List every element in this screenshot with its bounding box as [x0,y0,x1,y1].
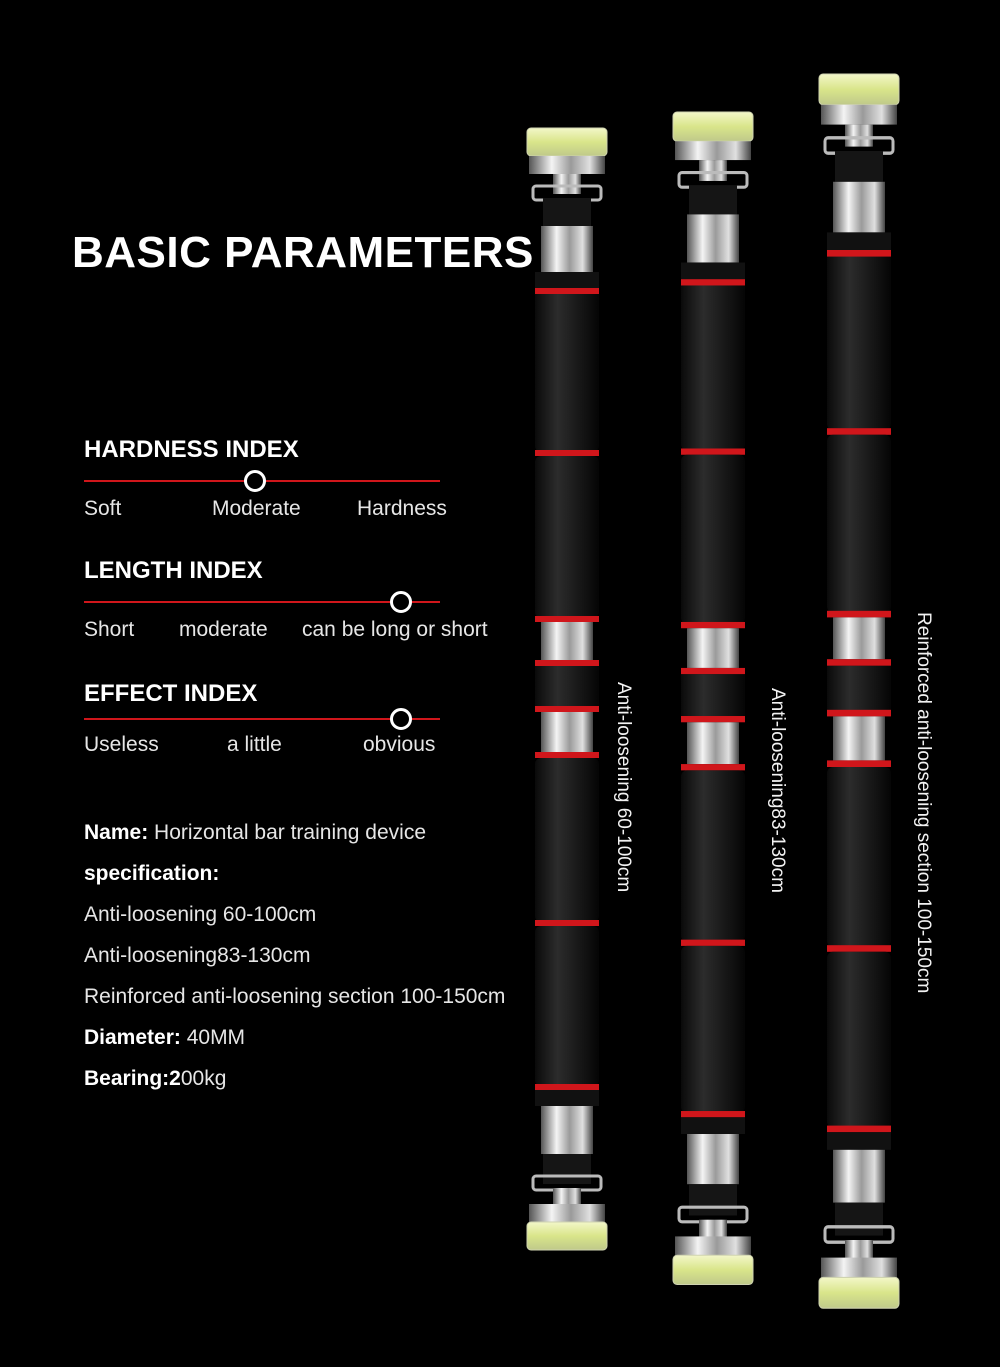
spec-item: Anti-loosening 60-100cm [84,903,317,926]
spec-item: Anti-loosening83-130cm [84,944,311,967]
bar-label-100-150: Reinforced anti-loosening section 100-150cm [913,612,934,994]
hardness-index-title: HARDNESS INDEX [84,436,299,463]
hardness-option-moderate: Moderate [212,497,301,520]
length-index-title: LENGTH INDEX [84,557,263,584]
spec-bearing-label: Bearing:2 [84,1067,181,1090]
effect-option-useless: Useless [84,733,159,756]
spec-bearing-value: 00kg [180,1067,227,1090]
spec-name-label: Name: [84,821,149,844]
bar-label-83-130: Anti-loosening83-130cm [767,688,788,893]
bar-100-150 [819,74,899,1308]
length-option-moderate: moderate [179,618,268,641]
effect-option-obvious: obvious [363,733,436,756]
bar-83-130 [673,112,753,1284]
spec-diameter-value: 40MM [180,1026,246,1049]
bar-label-60-100: Anti-loosening 60-100cm [613,682,634,893]
bar-60-100 [527,128,607,1250]
length-option-short: Short [84,618,135,641]
effect-option-a-little: a little [227,733,282,756]
length-option-long-or-short: can be long or short [302,618,488,641]
spec-item: Reinforced anti-loosening section 100-150cm [84,985,506,1008]
hardness-option-hardness: Hardness [357,497,447,520]
page-title: BASIC PARAMETERS [72,228,534,277]
spec-specification-label: specification: [84,862,220,885]
spec-diameter-label: Diameter: [84,1026,181,1049]
spec-name-value: Horizontal bar training device [148,821,427,844]
effect-index-title: EFFECT INDEX [84,680,258,707]
hardness-option-soft: Soft [84,497,122,520]
